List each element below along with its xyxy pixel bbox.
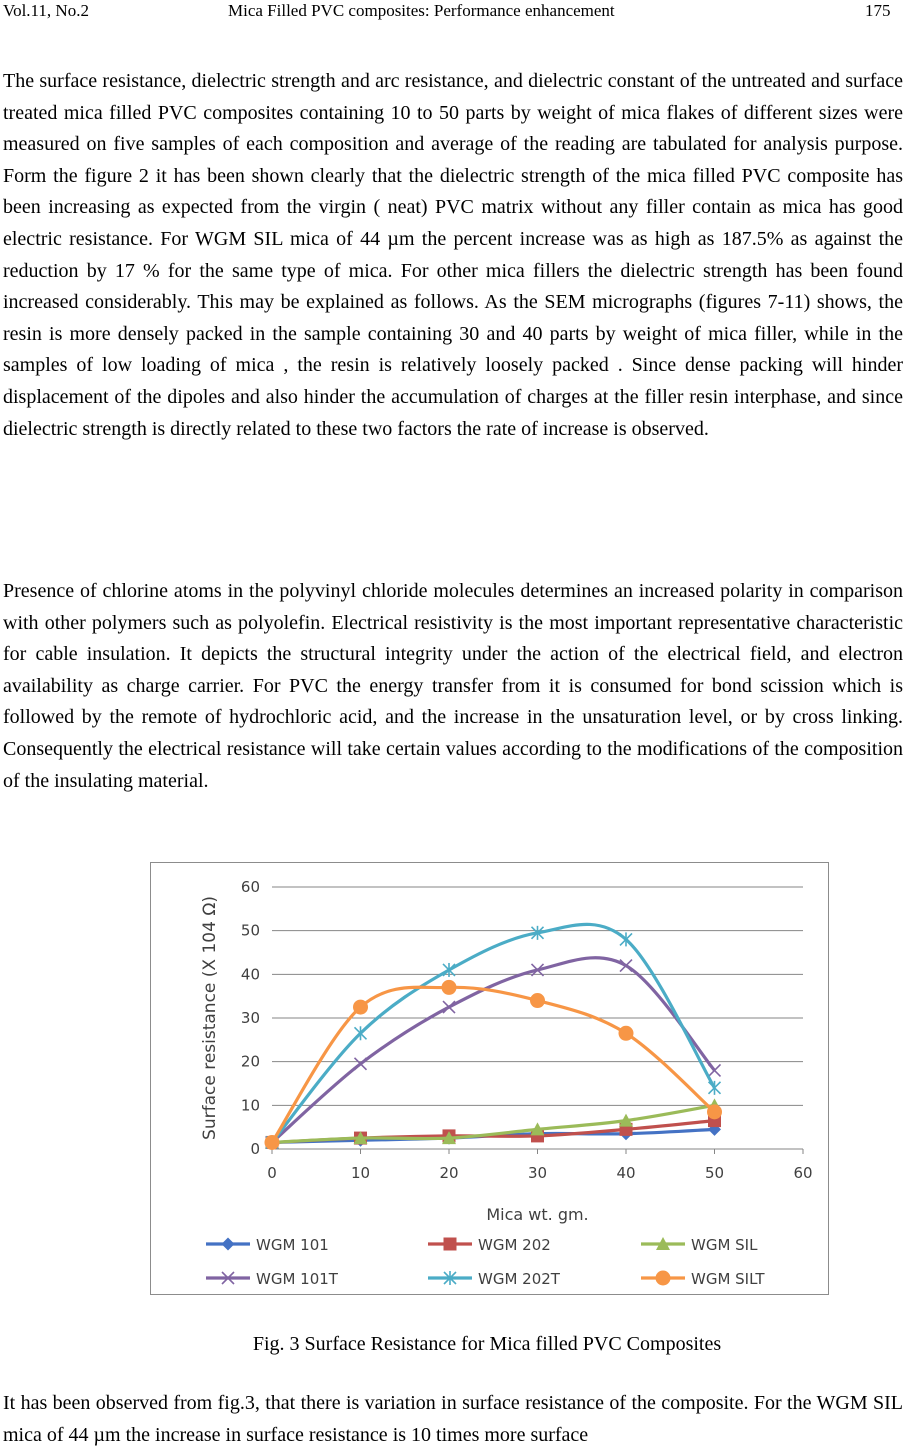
data-point-wgm-101t: [709, 1064, 721, 1076]
chart-canvas: [151, 863, 830, 1296]
legend-label: WGM SILT: [691, 1270, 765, 1288]
y-tick-label: 0: [250, 1140, 260, 1158]
legend-label: WGM 101: [256, 1236, 329, 1254]
data-point-wgm-202t: [709, 1081, 721, 1095]
body-paragraph-1: The surface resistance, dielectric strength and arc resistance, and dielectric constant of the untreated and surface treated mica filled PVC composites containing 10 to 50 parts by weight of mica flakes of different sizes were measured on five samples of each composition and average of the reading are tabulated for analysis purpose. Form the figure 2 it has been shown clearly that the dielectric strength of the mica filled PVC composite has been increasing as expected from the virgin ( neat) PVC matrix without any filler contain as mica has good electric resistance. For WGM SIL mica of 44 µm the percent increase was as high as 187.5% as against the reduction by 17 % for the same type of mica. For other mica fillers the dielectric strength has been found increased considerably. This may be explained as follows. As the SEM micrographs (figures 7-11) shows, the resin is more densely packed in the sample containing 30 and 40 parts by weight of mica filler, while in the samples of low loading of mica , the resin is relatively loosely packed . Since dense packing will hinder displacement of the dipoles and also hinder the accumulation of charges at the filler resin interphase, and since dielectric strength is directly related to these two factors the rate of increase is observed.: [3, 70, 903, 440]
legend-label: WGM SIL: [691, 1236, 758, 1254]
data-point-wgm-silt: [707, 1104, 722, 1119]
x-axis-label: Mica wt. gm.: [486, 1205, 589, 1224]
data-point-wgm-silt: [265, 1135, 280, 1150]
y-tick-label: 50: [240, 921, 260, 940]
legend-label: WGM 202: [478, 1236, 551, 1254]
y-tick-label: 40: [240, 965, 260, 984]
y-tick-label: 20: [240, 1052, 260, 1071]
surface-resistance-chart: [150, 862, 829, 1295]
x-tick-label: 0: [267, 1164, 277, 1182]
x-tick-label: 10: [350, 1164, 371, 1182]
data-point-wgm-101t: [443, 1001, 455, 1013]
y-axis-label: Surface resistance (X 104 Ω): [200, 896, 220, 1140]
figure-caption: Fig. 3 Surface Resistance for Mica filled PVC Composites: [252, 1333, 722, 1355]
body-paragraph-2: Presence of chlorine atoms in the polyvinyl chloride molecules determines an increased polarity in comparison with other polymers such as polyolefin. Electrical resistivity is the most important representative characteristic for cable insulation. It depicts the structural integrity under the action of the electrical field, and electron availability as charge carrier. For PVC the energy transfer from it is consumed for bond scission which is followed by the remote of hydrochloric acid, and the increase in the unsaturation level, or by cross linking. Consequently the electrical resistance will take certain values according to the modifications of the composition of the insulating material.: [3, 580, 903, 792]
x-tick-label: 50: [704, 1164, 725, 1182]
x-tick-label: 60: [793, 1164, 813, 1182]
data-point-wgm-202t: [355, 1026, 367, 1040]
running-title: Mica Filled PVC composites: Performance enhancement: [228, 1, 615, 20]
x-tick-label: 30: [527, 1164, 548, 1182]
legend-marker: [444, 1238, 457, 1251]
legend-marker: [222, 1238, 235, 1251]
x-tick-label: 40: [616, 1164, 636, 1182]
legend-entry-wgm-101: [206, 1236, 329, 1254]
legend-label: WGM 202T: [478, 1270, 560, 1288]
body-paragraph-3: It has been observed from fig.3, that there is variation in surface resistance of the composite. For the WGM SIL mica of 44 µm the increase in surface resistance is 10 times more surface: [3, 1392, 903, 1446]
legend-entry-wgm-202t: [428, 1270, 561, 1288]
legend-marker: [656, 1271, 671, 1286]
data-point-wgm-101t: [355, 1058, 367, 1070]
legend-entry-wgm-202: [428, 1236, 551, 1254]
volume-info: Vol.11, No.2: [3, 1, 89, 20]
running-header: [3, 0, 903, 24]
y-tick-label: 10: [240, 1096, 260, 1115]
data-point-wgm-202t: [620, 932, 632, 946]
data-point-wgm-silt: [619, 1026, 634, 1041]
legend-entry-wgm-silt: [641, 1270, 765, 1288]
legend-label: WGM 101T: [256, 1270, 338, 1288]
data-point-wgm-silt: [353, 1000, 368, 1015]
y-tick-label: 30: [240, 1009, 260, 1027]
data-point-wgm-202t: [443, 963, 455, 977]
data-point-wgm-101t: [620, 960, 632, 972]
x-tick-label: 20: [439, 1164, 459, 1182]
page-number: 175: [865, 1, 891, 20]
legend-entry-wgm-101t: [206, 1270, 339, 1288]
y-tick-label: 60: [240, 878, 260, 896]
legend-entry-wgm-sil: [641, 1236, 758, 1254]
data-point-wgm-silt: [442, 980, 457, 995]
data-point-wgm-silt: [530, 993, 545, 1008]
series-line-wgm-silt: [272, 987, 715, 1142]
